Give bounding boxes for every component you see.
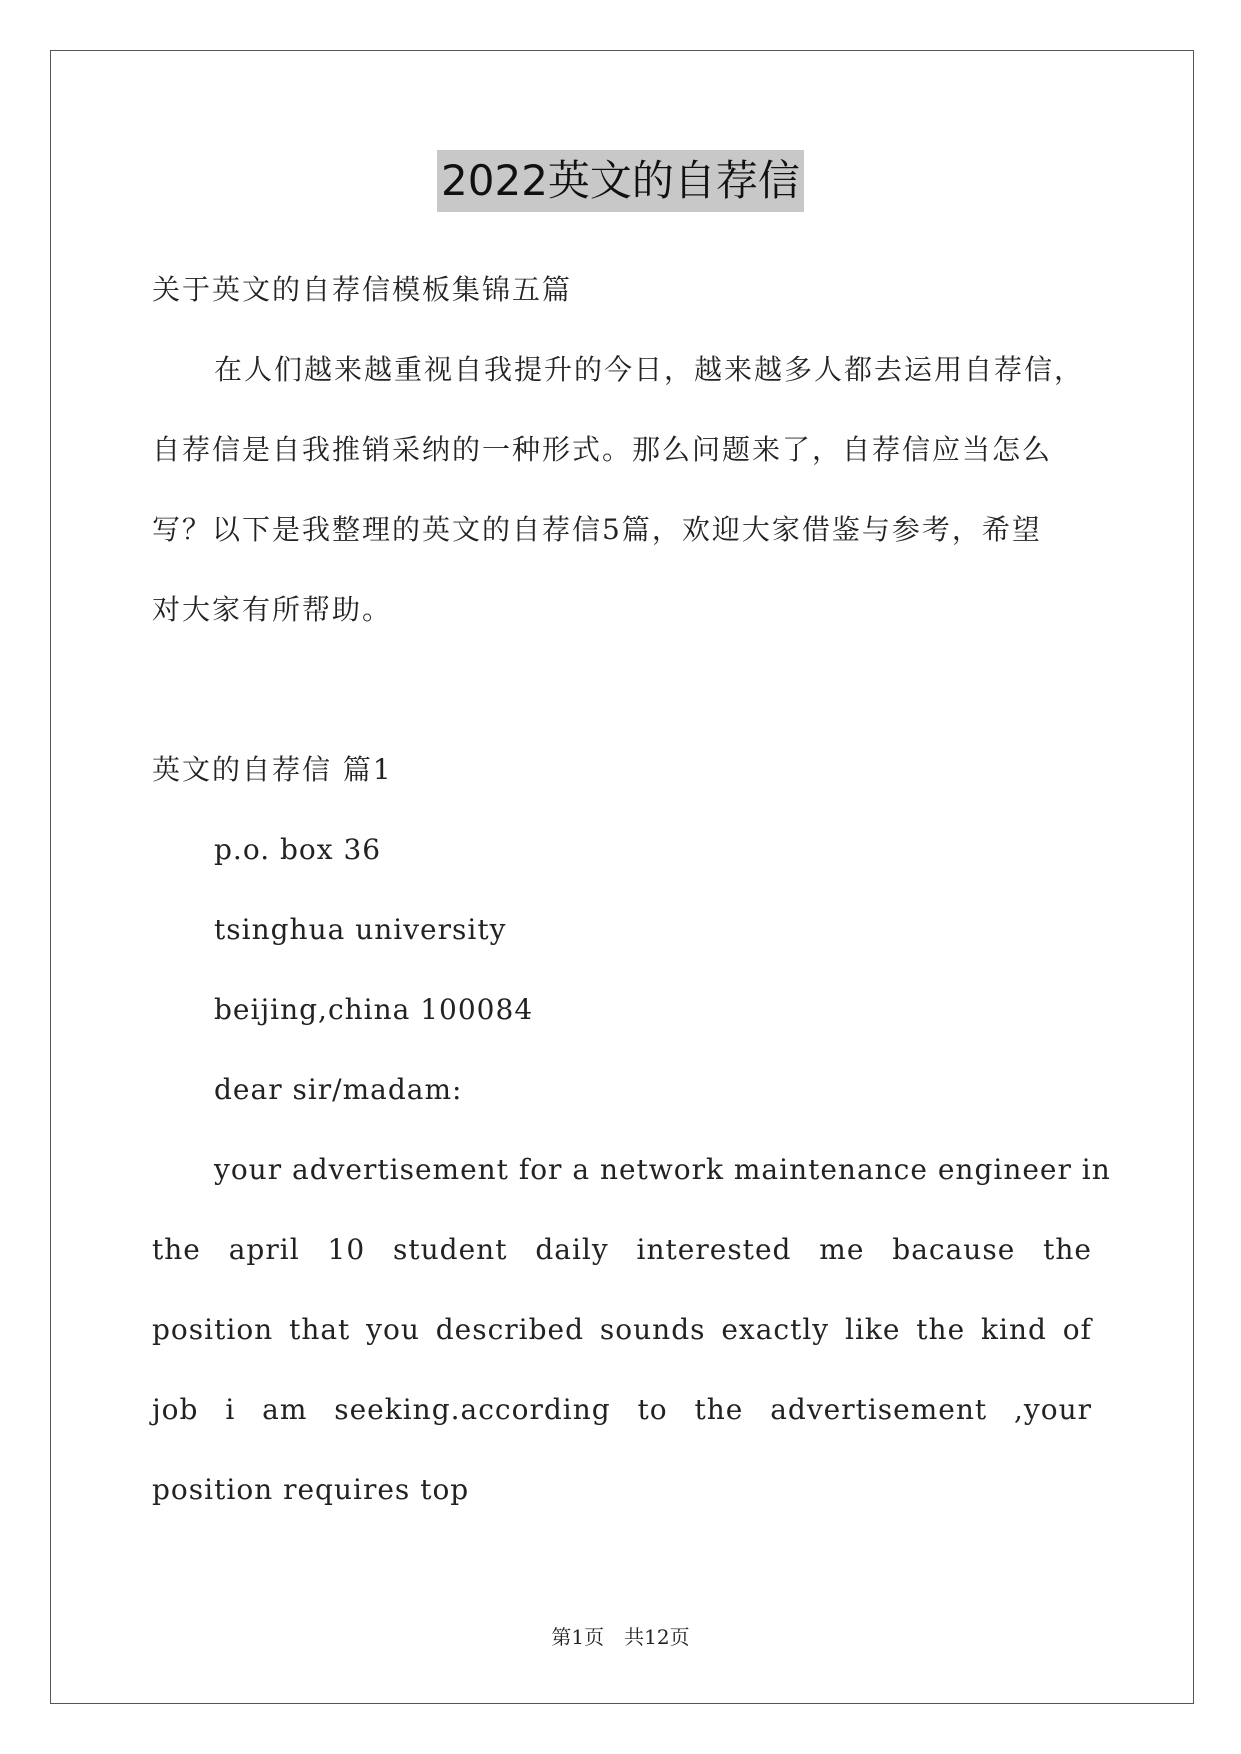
title-container <box>0 150 1241 212</box>
salutation: dear sir/madam: <box>214 1073 463 1106</box>
document-title: 2022英文的自荐信 <box>437 150 804 212</box>
address-line-1: p.o. box 36 <box>214 833 382 866</box>
body-line-3: position that you described sounds exactly like the kind of <box>152 1313 1092 1346</box>
address-line-3: beijing,china 100084 <box>214 993 534 1026</box>
address-line-2: tsinghua university <box>214 913 507 946</box>
body-line-5: position requires top <box>152 1473 470 1506</box>
section-heading: 英文的自荐信 篇1 <box>152 753 393 786</box>
page-number-footer: 第1页 共12页 <box>551 1625 690 1649</box>
body-line-4: job i am seeking.according to the advertisement ,your <box>152 1393 1092 1426</box>
body-line-2: the april 10 student daily interested me bacause the <box>152 1233 1092 1266</box>
intro-line-1: 在人们越来越重视自我提升的今日，越来越多人都去运用自荐信， <box>214 353 1085 386</box>
intro-line-4: 对大家有所帮助。 <box>152 593 393 626</box>
intro-line-2: 自荐信是自我推销采纳的一种形式。那么问题来了，自荐信应当怎么 <box>152 433 1053 466</box>
body-line-1: your advertisement for a network maintenance engineer in <box>214 1153 1111 1186</box>
document-subtitle: 关于英文的自荐信模板集锦五篇 <box>152 273 573 306</box>
intro-line-3: 写？以下是我整理的英文的自荐信5篇，欢迎大家借鉴与参考，希望 <box>152 513 1042 546</box>
